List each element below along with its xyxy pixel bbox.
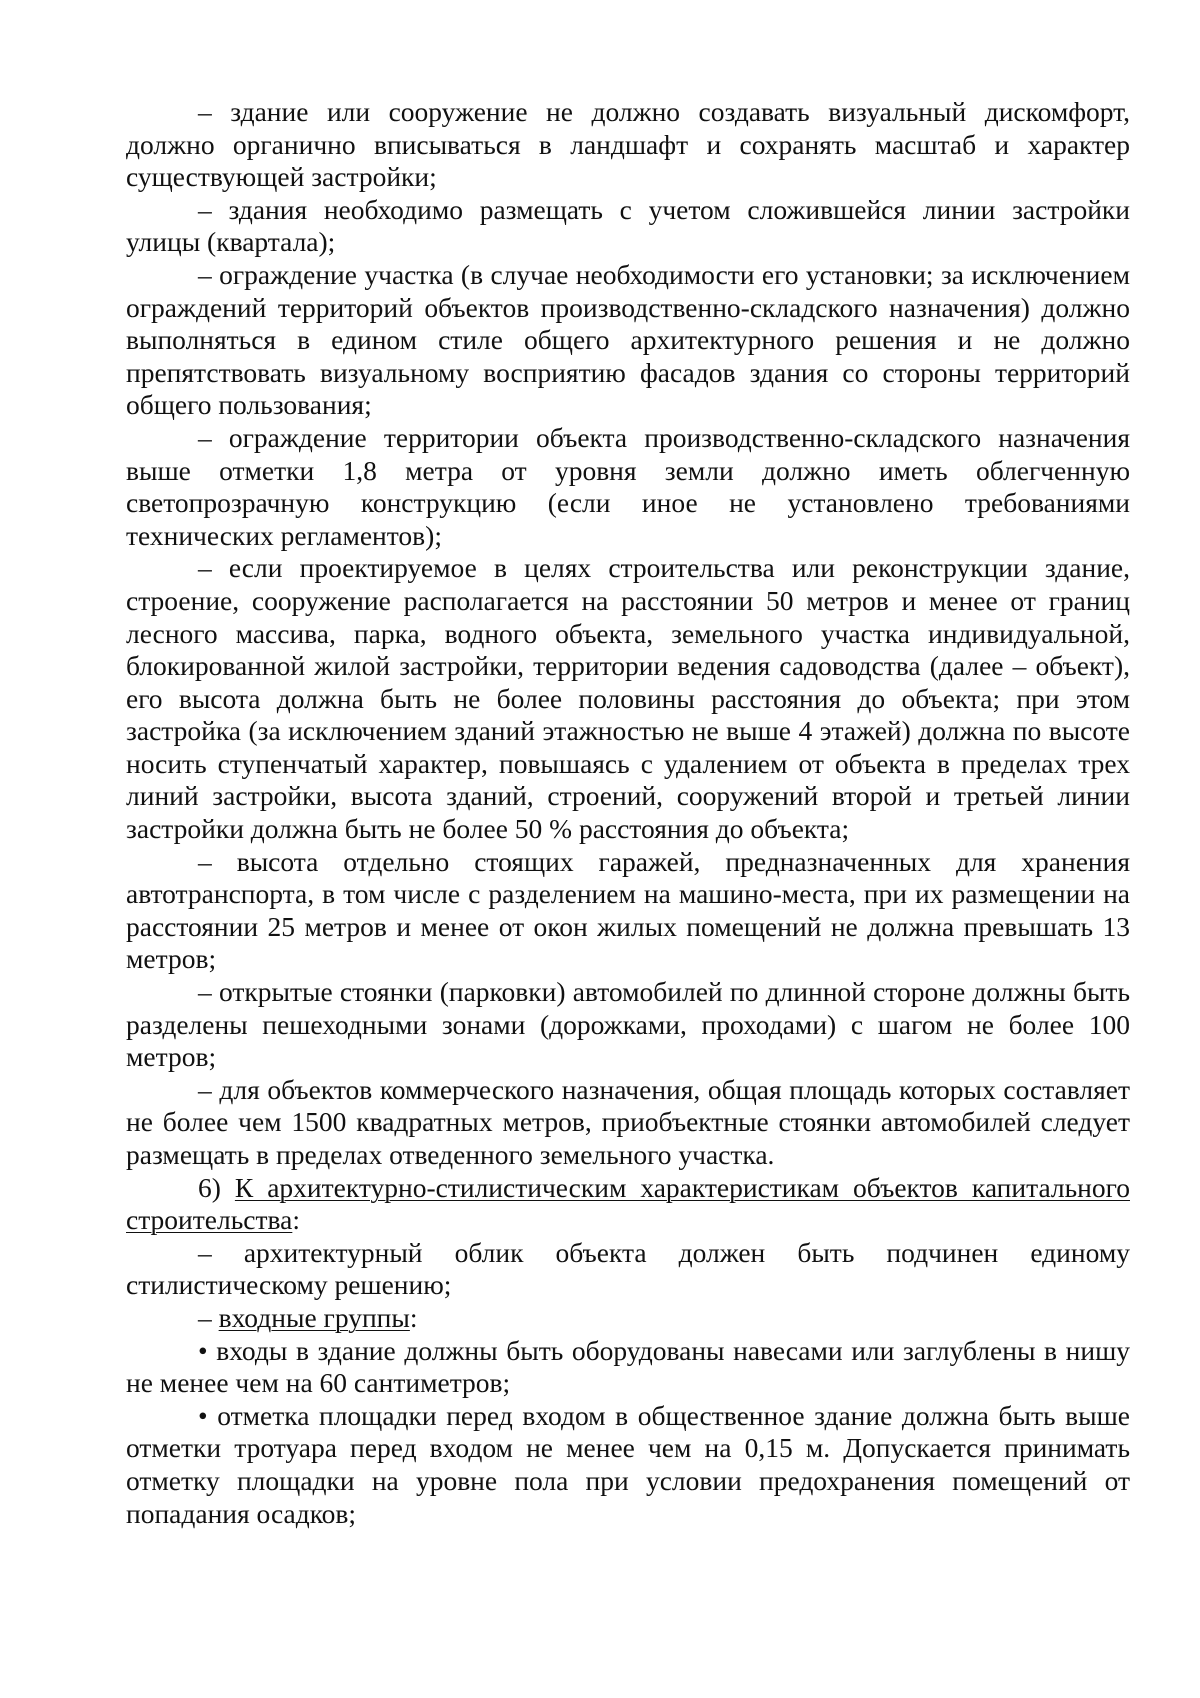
paragraph-height-limits: – если проектируемое в целях строительства или реконструкции здание, строение, сооружение располагается на расстоянии 50 метров и менее от границ лесного массива, парка, водного объекта, земельного участка индивидуальной, блокированной жилой застройки, территории ведения садоводства (далее – объект), его высота должна быть не более половины расстояния до объекта; при этом застройка (за исключением зданий этажностью не выше 4 этажей) должна по высоте носить ступенчатый характер, повышаясь с удалением от объекта в пределах трех линий застройки, высота зданий, строений, сооружений второй и третьей линии застройки должна быть не более 50 % расстояния до объекта; (126, 552, 1130, 845)
section-6-number: 6) (198, 1171, 235, 1203)
paragraph-building-line: – здания необходимо размещать с учетом сложившейся линии застройки улицы (квартала); (126, 193, 1130, 258)
paragraph-architectural-style: – архитектурный облик объекта должен быть подчинен единому стилистическому решению; (126, 1236, 1130, 1301)
bullet-text: отметка площадки перед входом в общественное здание должна быть выше отметки тротуара перед входом не менее чем на 0,15 м. Допускается принимать отметку площадки на уровне пола при условии предохранения помещений от попадания осадков; (126, 1399, 1130, 1529)
bullet-icon: • (198, 1399, 218, 1431)
entry-groups-label: входные группы (218, 1301, 410, 1333)
section-6-heading (126, 1172, 1130, 1237)
document-page (126, 96, 1130, 1530)
bullet-text: входы в здание должны быть оборудованы навесами или заглублены в нишу не менее чем на 60 сантиметров; (126, 1334, 1130, 1399)
paragraph-site-fencing: – ограждение участка (в случае необходимости его установки; за исключением ограждений территорий объектов производственно-складского назначения) должно выполняться в едином стиле общего архитектурного решения и не должно препятствовать визуальному восприятию фасадов здания со стороны территорий общего пользования; (126, 258, 1130, 421)
paragraph-garages-height: – высота отдельно стоящих гаражей, предназначенных для хранения автотранспорта, в том числе с разделением на машино-места, при их размещении на расстоянии 25 метров и менее от окон жилых помещений не должна превышать 13 метров; (126, 845, 1130, 975)
entry-groups-heading (126, 1302, 1130, 1335)
entry-groups-colon: : (409, 1301, 418, 1333)
paragraph-industrial-fencing: – ограждение территории объекта производственно-складского назначения выше отметки 1,8 метра от уровня земли должно иметь облегченную светопрозрачную конструкцию (если иное не установлено требованиями технических регламентов); (126, 421, 1130, 551)
paragraph-parking-zones: – открытые стоянки (парковки) автомобилей по длинной стороне должны быть разделены пешеходными зонами (дорожками, проходами) с шагом не более 100 метров; (126, 976, 1130, 1073)
section-6-colon: : (292, 1204, 300, 1236)
entry-groups-dash: – (198, 1301, 219, 1333)
bullet-icon: • (198, 1334, 217, 1366)
paragraph-commercial-parking: – для объектов коммерческого назначения, общая площадь которых составляет не более чем 1500 квадратных метров, приобъектные стоянки автомобилей следует размещать в пределах отведенного земельного участка. (126, 1073, 1130, 1170)
paragraph-visual-comfort: – здание или сооружение не должно создавать визуальный дискомфорт, должно органично вписываться в ландшафт и сохранять масштаб и характер существующей застройки; (126, 96, 1130, 193)
bullet-item-entrance-level (126, 1400, 1130, 1530)
bullet-item-entrance-canopy (126, 1335, 1130, 1400)
section-6-title: К архитектурно-стилистическим характеристикам объектов капитального строительства (126, 1171, 1130, 1236)
